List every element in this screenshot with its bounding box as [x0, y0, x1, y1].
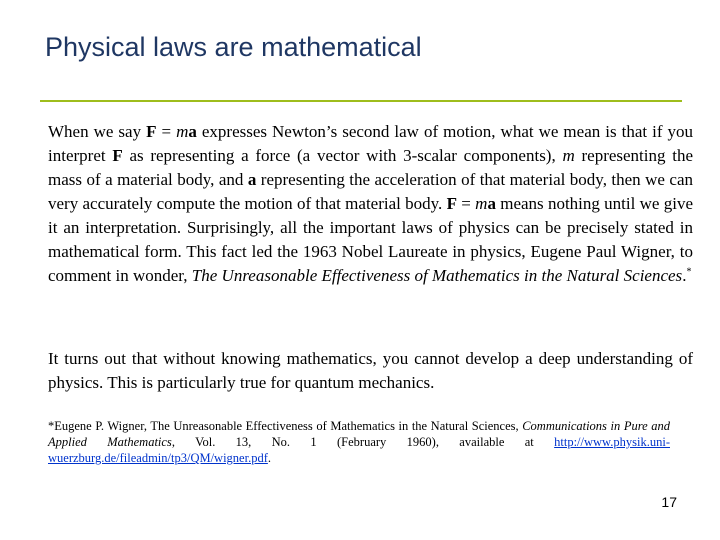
symbol-mass: m: [176, 122, 189, 141]
title-underline-divider: [40, 100, 682, 102]
footnote-citation: [48, 418, 670, 466]
footnote-text-1: *Eugene P. Wigner, The Unreasonable Effectiveness of Mathematics in the Natural Sciences,: [48, 419, 523, 433]
symbol-acceleration: a: [247, 170, 257, 189]
equals-sign: =: [156, 122, 177, 141]
symbol-mass: m: [562, 146, 575, 165]
wigner-paper-link[interactable]: http://www.physik.uni-wuerzburg.de/fileadmin/tp3/QM/wigner.pdf: [48, 435, 670, 465]
journal-name: Communications in Pure and Applied Mathematics: [48, 419, 670, 449]
symbol-force: F: [446, 194, 457, 213]
para1-text-2: expresses Newton’s second law of motion, what we mean is that if you interpret: [48, 122, 693, 165]
page-number: 17: [661, 494, 677, 510]
para1-text-1: When we say: [48, 122, 147, 141]
paragraph-quantum-mechanics: It turns out that without knowing mathematics, you cannot develop a deep understanding of physics. This is particularly true for quantum mechanics.: [48, 349, 693, 392]
slide-title: Physical laws are mathematical: [45, 32, 422, 62]
symbol-force: F: [146, 122, 157, 141]
para1-text-3: as representing a force (a vector with 3-scalar components),: [122, 146, 563, 165]
symbol-force: F: [112, 146, 123, 165]
book-title: The Unreasonable Effectiveness of Mathematics in the Natural Sciences: [191, 266, 683, 285]
footnote-text-3: .: [267, 451, 271, 465]
para1-text-6: means nothing until we give it an interpretation. Surprisingly, all the important laws of physics can be precisely stated in mathematical form. This fact led the 1963 Nobel Laureate in physics, Eugene Paul Wigner, to comment in wonder,: [48, 194, 694, 285]
symbol-acceleration: a: [188, 122, 197, 141]
para1-text-4: representing the mass of a material body, and: [48, 146, 694, 189]
symbol-acceleration: a: [487, 194, 496, 213]
para1-text-5: representing the acceleration of that material body, then we can very accurately compute the motion of that material body.: [48, 170, 693, 213]
footnote-marker: *: [686, 266, 692, 278]
paragraph-newton-law: [48, 120, 693, 288]
equals-sign: =: [456, 194, 476, 213]
footnote-text-2: , Vol. 13, No. 1 (February 1960), available at: [171, 435, 555, 449]
symbol-mass: m: [475, 194, 488, 213]
para1-text-7: .: [682, 266, 687, 285]
